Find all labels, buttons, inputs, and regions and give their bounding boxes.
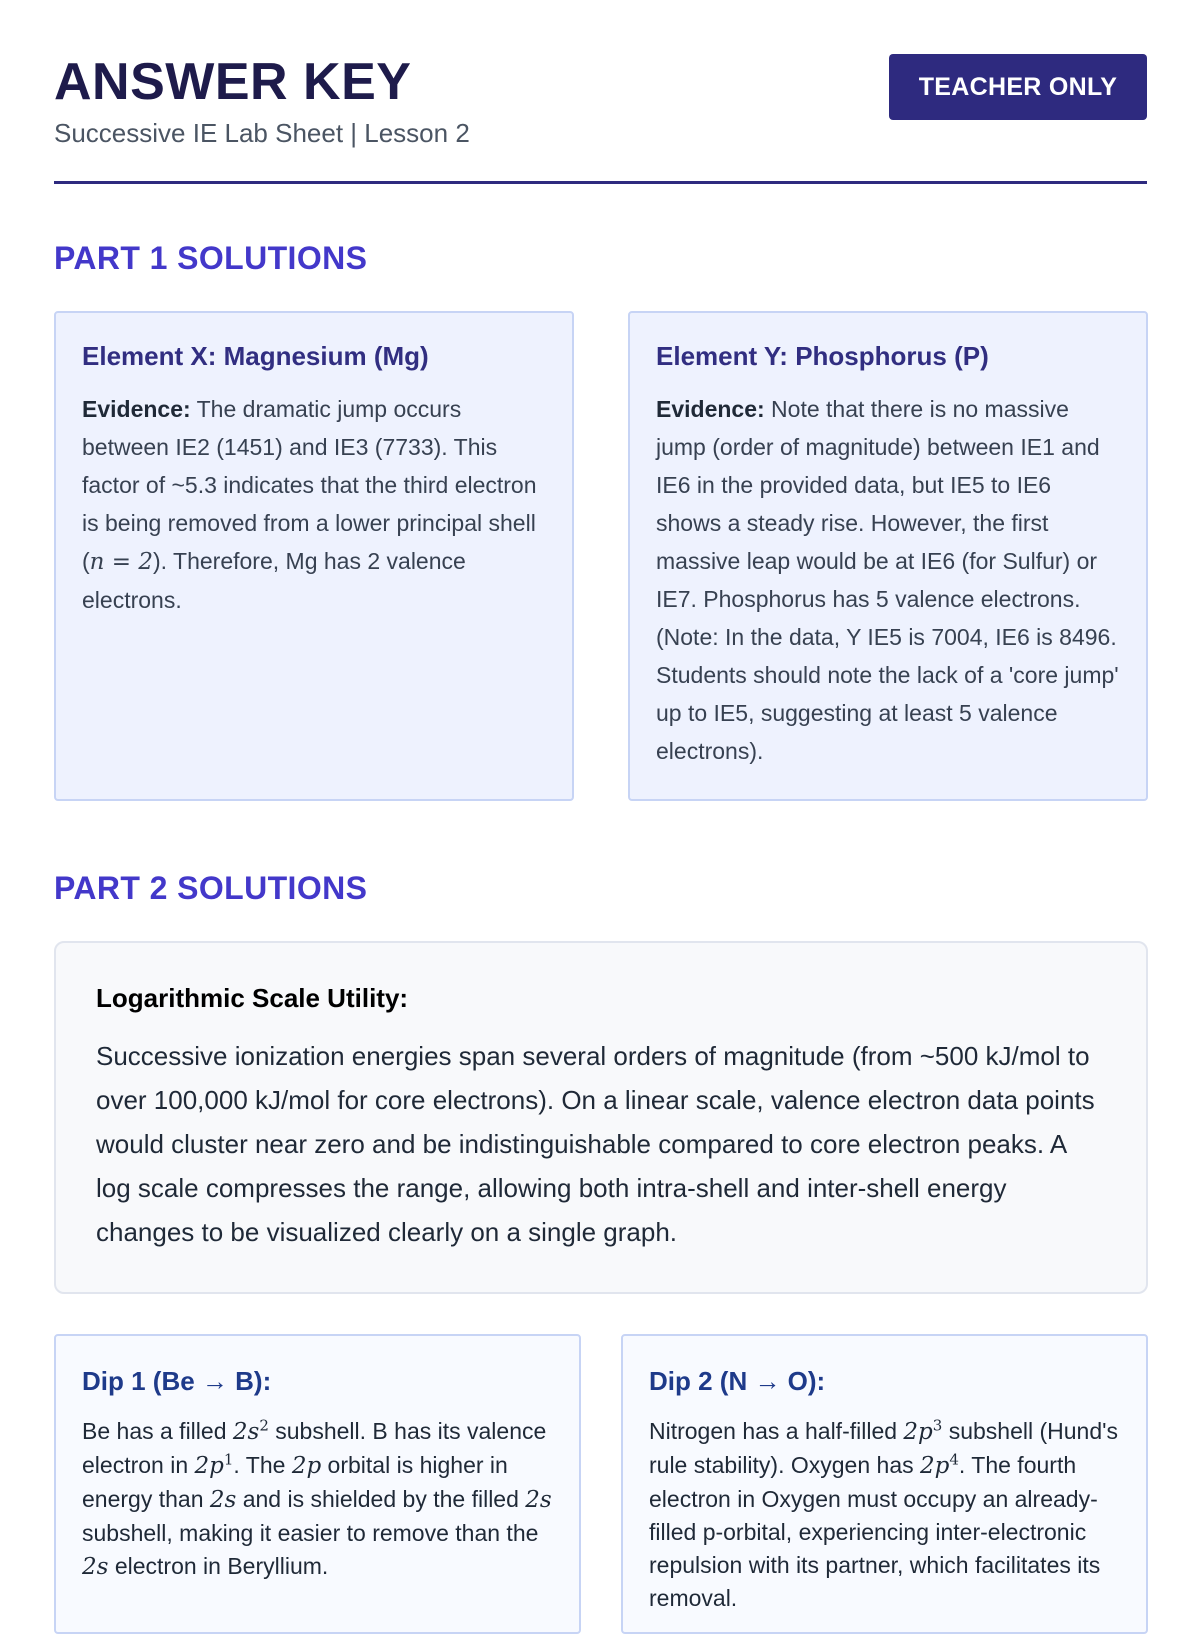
text-run: and is shielded by the filled (236, 1486, 526, 1512)
text-run: . The (233, 1452, 292, 1478)
page-title: ANSWER KEY (54, 53, 412, 111)
dip-1-title: Dip 1 (Be → B): (82, 1366, 272, 1396)
text-run: subshell, making it easier to remove than the (82, 1520, 539, 1546)
log-scale-title: Logarithmic Scale Utility: (96, 983, 409, 1013)
text-run: orbital is higher in energy than (82, 1452, 508, 1512)
text-run: Nitrogen has a half-filled (649, 1418, 904, 1444)
element-y-evidence (656, 390, 1120, 770)
element-x-title: Element X: Magnesium (Mg) (82, 341, 429, 371)
superscript: 3 (932, 1416, 943, 1435)
math-expression: 2p (920, 1453, 950, 1479)
dip-1-card (54, 1334, 581, 1634)
text-run: . The fourth electron in Oxygen must occupy an already-filled p-orbital, experiencing inter-electronic repulsion with its partner, which facilitates its removal. (649, 1452, 1101, 1611)
text-run: subshell (Hund's rule stability). Oxygen has (649, 1418, 1119, 1478)
teacher-only-badge: TEACHER ONLY (889, 54, 1147, 120)
text-run: Be has a filled (82, 1418, 233, 1444)
evidence-text: ). Therefore, Mg has 2 valence electrons. (82, 548, 466, 613)
superscript: 1 (223, 1450, 234, 1469)
element-x-evidence (82, 390, 546, 619)
math-expression: 2p (903, 1419, 933, 1445)
math-expression: n = 2 (89, 549, 154, 575)
evidence-label: Evidence: (656, 396, 765, 422)
part1-heading: PART 1 SOLUTIONS (54, 240, 368, 276)
dip-1-text (82, 1415, 553, 1584)
dip-2-card (621, 1334, 1148, 1634)
math-expression: 2p (291, 1453, 322, 1479)
log-scale-box (54, 941, 1148, 1294)
evidence-text: The dramatic jump occurs between IE2 (1451) and IE3 (7733). This factor of ~5.3 indicates that the third electron is being removed from a lower principal shell ( (82, 396, 537, 574)
superscript: 2 (259, 1416, 269, 1435)
evidence-text: Note that there is no massive jump (order of magnitude) between IE1 and IE6 in the provided data, but IE5 to IE6 shows a steady rise. However, the first massive leap would be at IE6 (for Sulfur) or IE7. Phosphorus has 5 valence electrons. (Note: In the data, Y IE5 is 7004, IE6 is 8496. Students should note the lack of a 'core jump' up to IE5, suggesting at least 5 valence electrons). (656, 396, 1119, 764)
header-divider (54, 181, 1147, 184)
dip-2-title: Dip 2 (N → O): (649, 1366, 826, 1396)
part2-heading: PART 2 SOLUTIONS (54, 870, 368, 906)
math-expression: 2s (232, 1419, 260, 1445)
element-x-card (54, 311, 574, 801)
math-expression: 2p (194, 1453, 224, 1479)
element-y-title: Element Y: Phosphorus (P) (656, 341, 989, 371)
math-expression: 2s (82, 1554, 109, 1580)
dip-2-text (649, 1415, 1120, 1615)
math-expression: 2s (209, 1487, 237, 1513)
evidence-label: Evidence: (82, 396, 191, 422)
page-subtitle: Successive IE Lab Sheet | Lesson 2 (54, 118, 470, 148)
text-run: subshell. B has its valence electron in (82, 1418, 547, 1478)
superscript: 4 (949, 1450, 959, 1469)
log-scale-text: Successive ionization energies span several orders of magnitude (from ~500 kJ/mol to over 100,000 kJ/mol for core electrons). On a linear scale, valence electron data points would cluster near zero and be indistinguishable compared to core electron peaks. A log scale compresses the range, allowing both intra-shell and inter-shell energy changes to be visualized clearly on a single graph. (96, 1041, 1095, 1247)
text-run: electron in Beryllium. (108, 1553, 329, 1579)
element-y-card (628, 311, 1148, 801)
math-expression: 2s (525, 1487, 552, 1513)
